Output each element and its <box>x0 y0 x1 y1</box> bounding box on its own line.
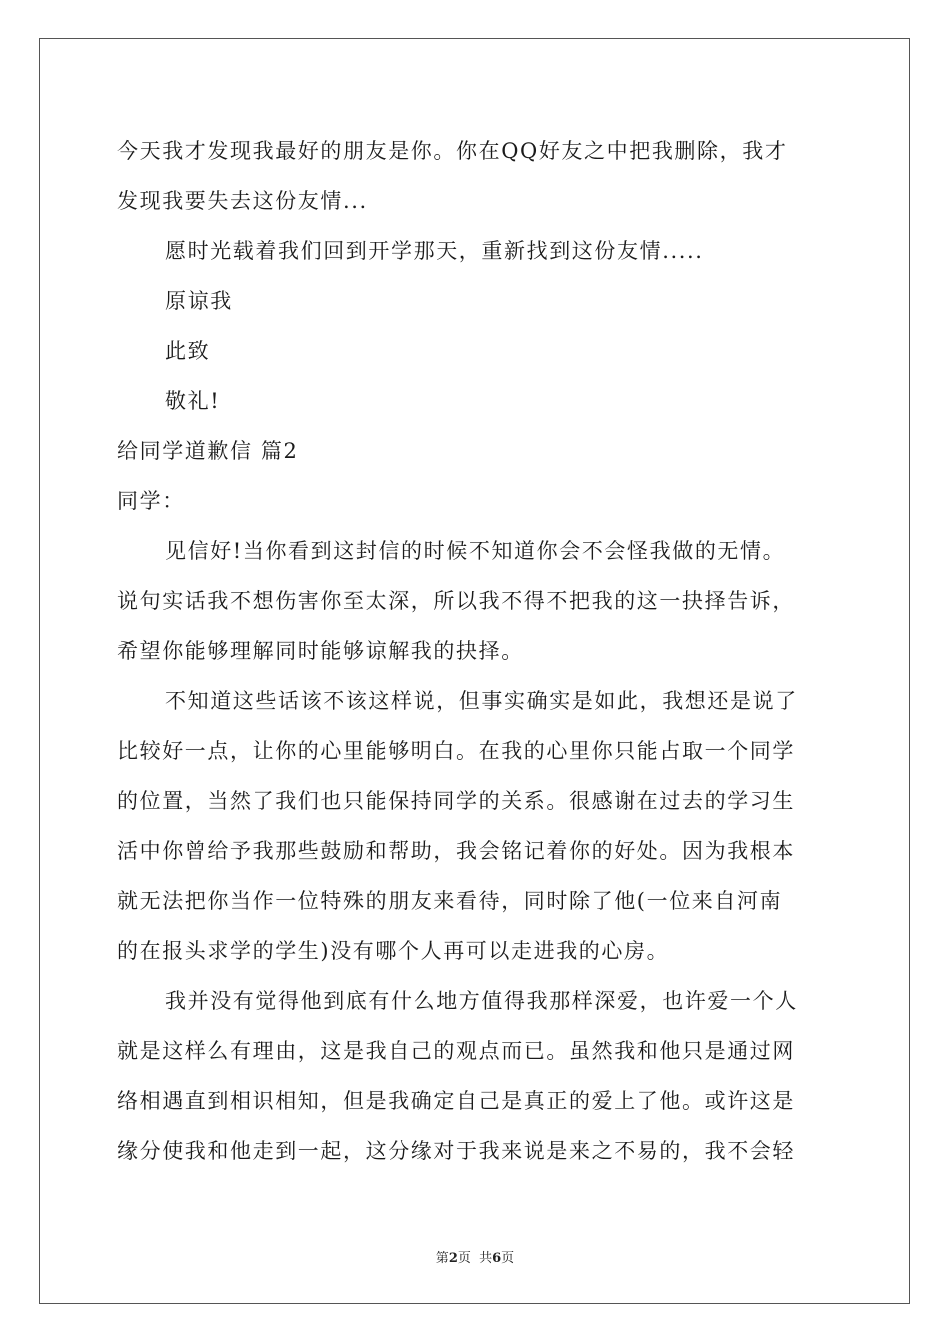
text-line: 活中你曾给予我那些鼓励和帮助，我会铭记着你的好处。因为我根本 <box>117 839 795 863</box>
text-line: 不知道这些话该不该这样说，但事实确实是如此，我想还是说了 <box>165 689 798 713</box>
text-line: 见信好!当你看到这封信的时候不知道你会不会怪我做的无情。 <box>165 539 786 563</box>
footer-mid: 页 共 <box>457 1251 493 1266</box>
text-line: 缘分使我和他走到一起，这分缘对于我来说是来之不易的，我不会轻 <box>117 1139 795 1163</box>
text-line: 发现我要失去这份友情... <box>117 189 368 213</box>
text-line: 希望你能够理解同时能够谅解我的抉择。 <box>117 639 524 663</box>
text-line: 说句实话我不想伤害你至太深，所以我不得不把我的这一抉择告诉， <box>117 589 795 613</box>
footer-suffix: 页 <box>501 1251 515 1266</box>
text-line: 我并没有觉得他到底有什么地方值得我那样深爱，也许爱一个人 <box>165 989 798 1013</box>
text-line: 就无法把你当作一位特殊的朋友来看待，同时除了他(一位来自河南 <box>117 889 783 913</box>
current-page-number: 2 <box>448 1251 458 1266</box>
text-line: 就是这样么有理由，这是我自己的观点而已。虽然我和他只是通过网 <box>117 1039 795 1063</box>
text-line: 络相遇直到相识相知，但是我确定自己是真正的爱上了他。或许这是 <box>117 1089 795 1113</box>
document-body <box>117 126 837 1176</box>
total-page-number: 6 <box>492 1251 502 1266</box>
section-heading: 给同学道歉信 篇2 <box>117 439 299 463</box>
closing-salutation: 此致 <box>165 339 211 363</box>
letter-greeting: 同学： <box>117 489 185 513</box>
text-line: 原谅我 <box>165 289 233 313</box>
footer-prefix: 第 <box>435 1251 449 1266</box>
text-line: 的在报头求学的学生)没有哪个人再可以走进我的心房。 <box>117 939 670 963</box>
page-footer <box>0 1247 950 1266</box>
text-line: 今天我才发现我最好的朋友是你。你在QQ好友之中把我删除，我才 <box>117 139 788 163</box>
closing-regards: 敬礼! <box>165 389 221 413</box>
text-line: 的位置，当然了我们也只能保持同学的关系。很感谢在过去的学习生 <box>117 789 795 813</box>
text-line: 愿时光载着我们回到开学那天，重新找到这份友情..... <box>165 239 704 263</box>
text-line: 比较好一点，让你的心里能够明白。在我的心里你只能占取一个同学 <box>117 739 795 763</box>
